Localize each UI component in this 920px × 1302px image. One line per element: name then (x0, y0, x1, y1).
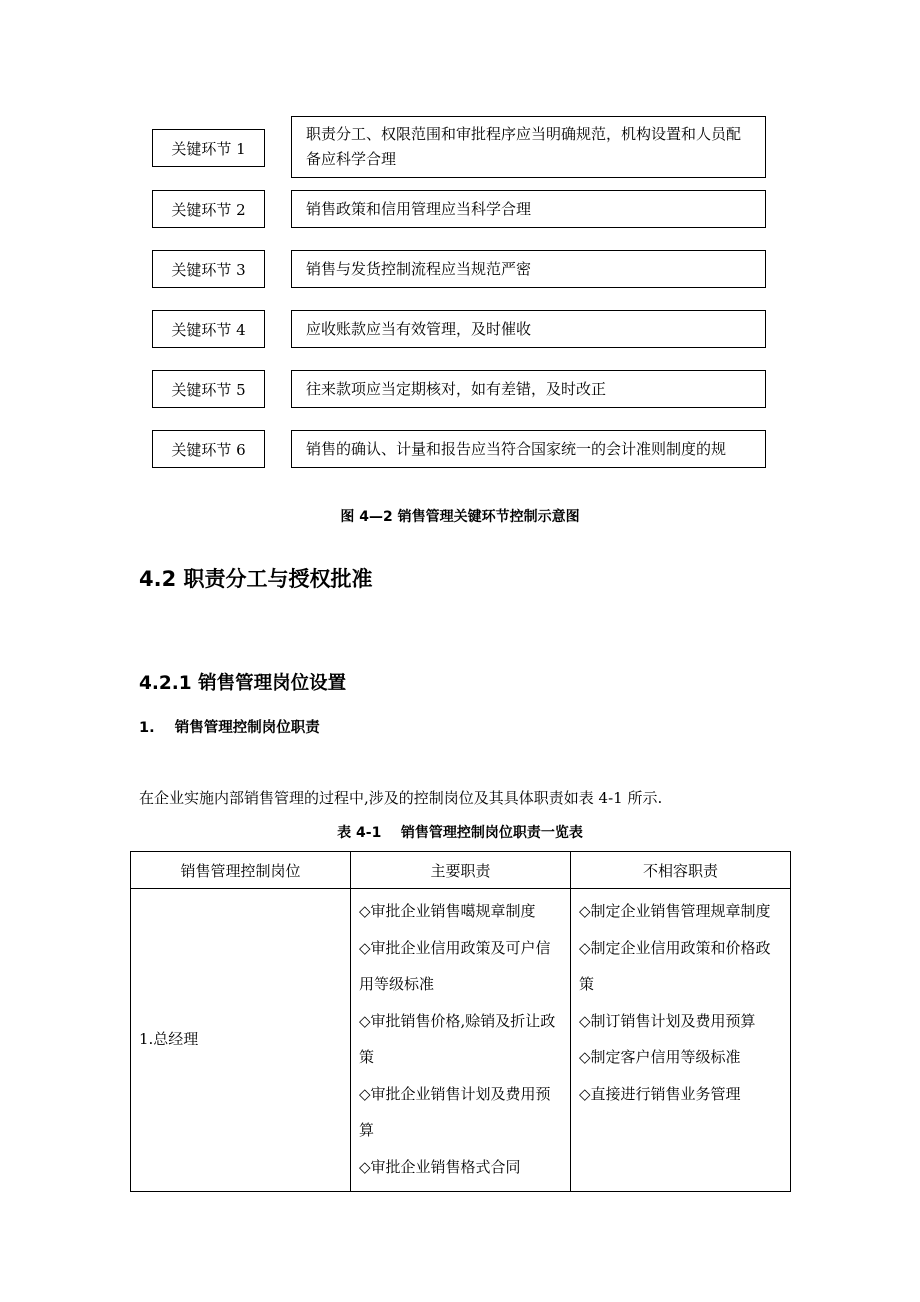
key-point-label: 关键环节 4 (152, 310, 265, 348)
table-row (131, 889, 791, 1192)
duty-item: ◇审批企业销售噶规章制度 (359, 902, 536, 920)
incompatible-item: ◇制定企业销售管理规章制度 (579, 902, 771, 920)
item-heading: 1. 销售管理控制岗位职责 (139, 720, 320, 736)
key-point-label: 关键环节 3 (152, 250, 265, 288)
incompatible-item: ◇制订销售计划及费用预算 (579, 1011, 756, 1030)
figure-caption: 图 4—2 销售管理关键环节控制示意图 (340, 509, 580, 525)
body-paragraph: 在企业实施内部销售管理的过程中,涉及的控制岗位及其具体职责如表 4-1 所示. (139, 789, 663, 807)
table-header-row (131, 852, 791, 889)
duty-table (130, 851, 791, 1192)
incompatible-item: ◇制定客户信用等级标准 (579, 1048, 741, 1066)
key-point-description: 职责分工、权限范围和审批程序应当明确规范，机构设置和人员配备应科学合理 (291, 116, 766, 178)
section-heading: 4.2 职责分工与授权批准 (139, 567, 373, 591)
key-point-label: 关键环节 2 (152, 190, 265, 228)
duty-item: ◇审批企业销售格式合同 (359, 1157, 521, 1176)
duty-item: ◇审批企业销售计划及费用预算 (359, 1084, 551, 1139)
incompatible-item: ◇直接进行销售业务管理 (579, 1084, 741, 1103)
key-point-description: 销售与发货控制流程应当规范严密 (291, 250, 766, 288)
key-point-description: 销售政策和信用管理应当科学合理 (291, 190, 766, 228)
column-header: 主要职责 (351, 852, 571, 889)
column-header: 不相容职责 (571, 852, 791, 889)
subsection-heading: 4.2.1 销售管理岗位设置 (139, 673, 347, 694)
incompatible-item: ◇制定企业信用政策和价格政策 (579, 938, 771, 993)
table-caption: 表 4-1 销售管理控制岗位职责一览表 (337, 825, 583, 841)
duty-item: ◇审批企业信用政策及可户信用等级标准 (359, 938, 551, 993)
key-point-label: 关键环节 6 (152, 430, 265, 468)
key-point-description: 销售的确认、计量和报告应当符合国家统一的会计准则制度的规 (291, 430, 766, 468)
column-header: 销售管理控制岗位 (131, 852, 351, 889)
key-point-label: 关键环节 5 (152, 370, 265, 408)
duties-cell (351, 889, 571, 1192)
key-point-description: 应收账款应当有效管理，及时催收 (291, 310, 766, 348)
incompatible-cell (571, 889, 791, 1192)
duty-item: ◇审批销售价格,赊销及折让政策 (359, 1011, 556, 1066)
key-point-label: 关键环节 1 (152, 129, 265, 167)
key-point-description: 往来款项应当定期核对，如有差错，及时改正 (291, 370, 766, 408)
position-cell: 1.总经理 (131, 889, 351, 1192)
